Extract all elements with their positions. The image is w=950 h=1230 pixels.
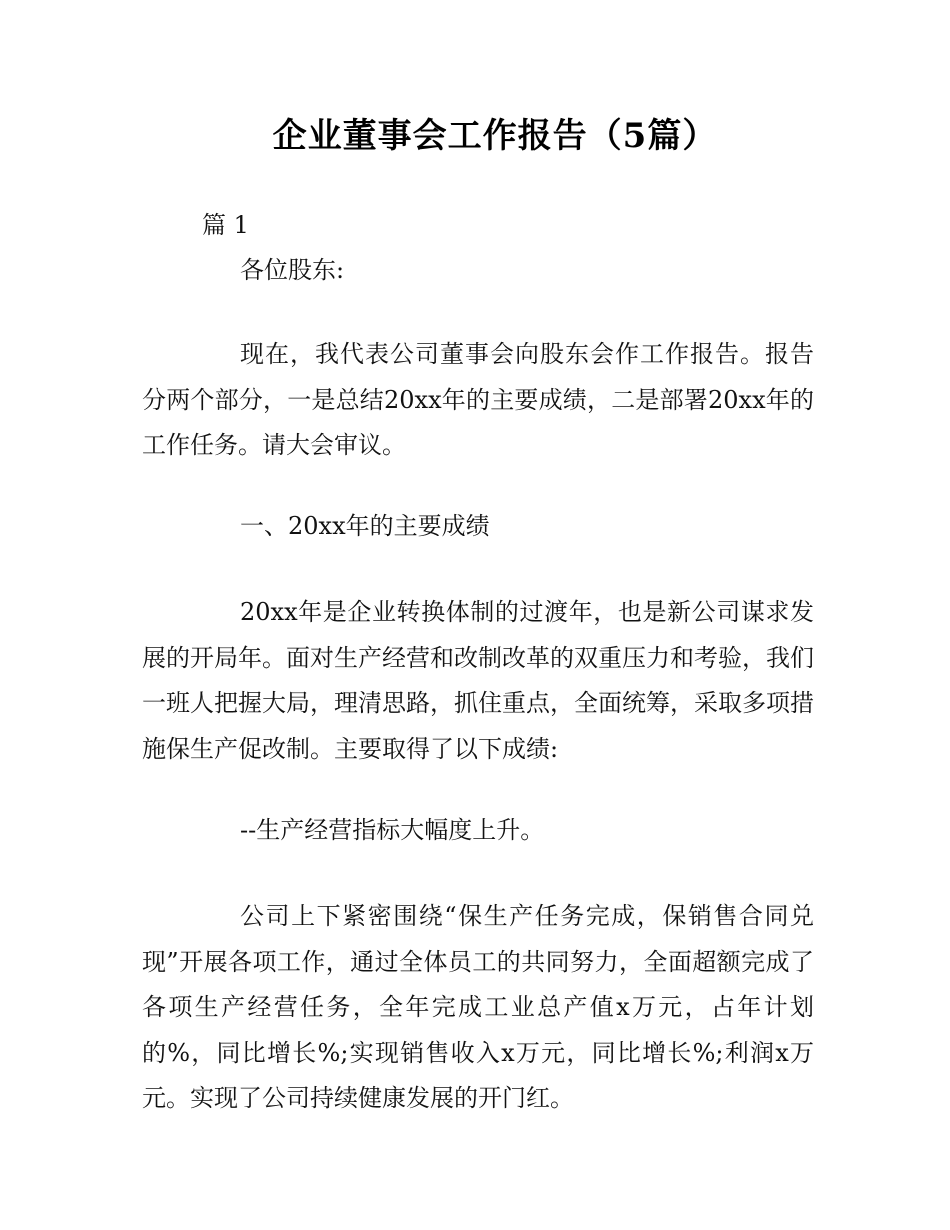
salutation: 各位股东: <box>240 256 345 284</box>
section-label: 篇 1 <box>202 211 249 239</box>
sub-heading: --生产经营指标大幅度上升。 <box>240 816 545 844</box>
intro-paragraph: 现在，我代表公司董事会向股东会作工作报告。报告分两个部分，一是总结20xx年的主要成绩，二是部署20xx年的工作任务。请大会审议。 <box>142 340 814 459</box>
achievements-paragraph: 20xx年是企业转换体制的过渡年，也是新公司谋求发展的开局年。面对生产经营和改制改革的双重压力和考验，我们一班人把握大局，理清思路，抓住重点，全面统筹，采取多项措施保生产促改制。主要取得了以下成绩: <box>142 598 814 763</box>
document-title: 企业董事会工作报告（5篇） <box>272 116 718 156</box>
section-heading: 一、20xx年的主要成绩 <box>240 512 490 540</box>
production-paragraph: 公司上下紧密围绕“保生产任务完成，保销售合同兑现”开展各项工作，通过全体员工的共同努力，全面超额完成了各项生产经营任务，全年完成工业总产值x万元，占年计划的%，同比增长%;实现销售收入x万元，同比增长%;利润x万元。实现了公司持续健康发展的开门红。 <box>142 902 814 1112</box>
